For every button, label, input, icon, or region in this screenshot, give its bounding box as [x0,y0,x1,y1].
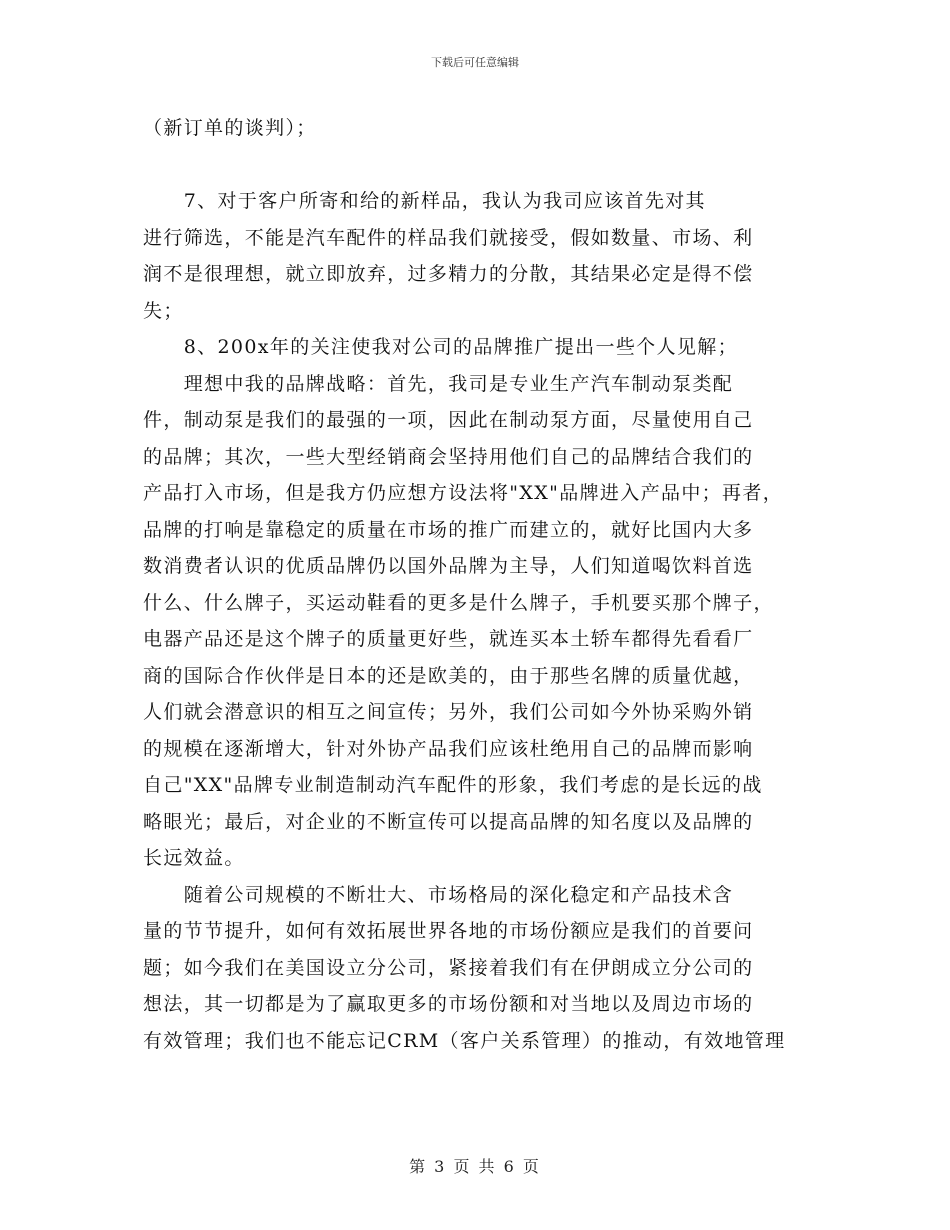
text-line: 随着公司规模的不断壮大、市场格局的深化稳定和产品技术含 [143,883,734,906]
text-line: 人们就会潜意识的相互之间宣传；另外，我们公司如今外协采购外销 [143,701,754,723]
document-body [143,110,815,1059]
text-line: 想法，其一切都是为了赢取更多的市场份额和对当地以及周边市场的 [143,993,754,1015]
text-line: 略眼光；最后，对企业的不断宣传可以提高品牌的知名度以及品牌的 [143,810,754,833]
text-line: 润不是很理想，就立即放弃，过多精力的分散，其结果必定是得不偿 [143,263,754,285]
text-line: 量的节节提升，如何有效拓展世界各地的市场份额应是我们的首要问 [143,920,754,942]
text-line: 长远效益。 [143,847,245,869]
text-line: 件，制动泵是我们的最强的一项，因此在制动泵方面，尽量使用自己 [143,409,754,431]
text-line: 数消费者认识的优质品牌仍以国外品牌为主导，人们知道喝饮料首选 [143,555,754,577]
text-line: 8、200x年的关注使我对公司的品牌推广提出一些个人见解； [143,336,738,358]
text-line: 失； [143,299,184,322]
text-line: 的规模在逐渐增大，针对外协产品我们应该杜绝用自己的品牌而影响 [143,737,754,760]
text-line: （新订单的谈判）； [143,117,317,139]
text-line: 进行筛选，不能是汽车配件的样品我们就接受，假如数量、市场、利 [143,226,754,249]
text-line: 7、对于客户所寄和给的新样品，我认为我司应该首先对其 [143,190,706,212]
text-line: 有效管理；我们也不能忘记CRM（客户关系管理）的推动，有效地管理 [143,1029,786,1052]
text-line: 品牌的打响是靠稳定的质量在市场的推广而建立的，就好比国内大多 [143,518,754,541]
text-line: 自己"XX"品牌专业制造制动汽车配件的形象，我们考虑的是长远的战 [143,774,763,796]
text-line: 产品打入市场，但是我方仍应想方设法将"XX"品牌进入产品中；再者， [143,482,784,504]
page-number: 第 3 页 共 6 页 [409,1157,541,1176]
text-line: 商的国际合作伙伴是日本的还是欧美的，由于那些名牌的质量优越， [143,664,754,687]
text-line: 电器产品还是这个牌子的质量更好些，就连买本土轿车都得先看看厂 [143,628,754,650]
text-line: 什么、什么牌子，买运动鞋看的更多是什么牌子，手机要买那个牌子， [143,591,774,614]
text-line: 的品牌；其次，一些大型经销商会坚持用他们自己的品牌结合我们的 [143,445,754,468]
blank-line [143,147,815,184]
text-line: 理想中我的品牌战略：首先，我司是专业生产汽车制动泵类配 [143,372,734,395]
page-header: 下载后可任意编辑 [431,56,519,69]
text-line: 题；如今我们在美国设立分公司，紧接着我们有在伊朗成立分公司的 [143,956,754,979]
